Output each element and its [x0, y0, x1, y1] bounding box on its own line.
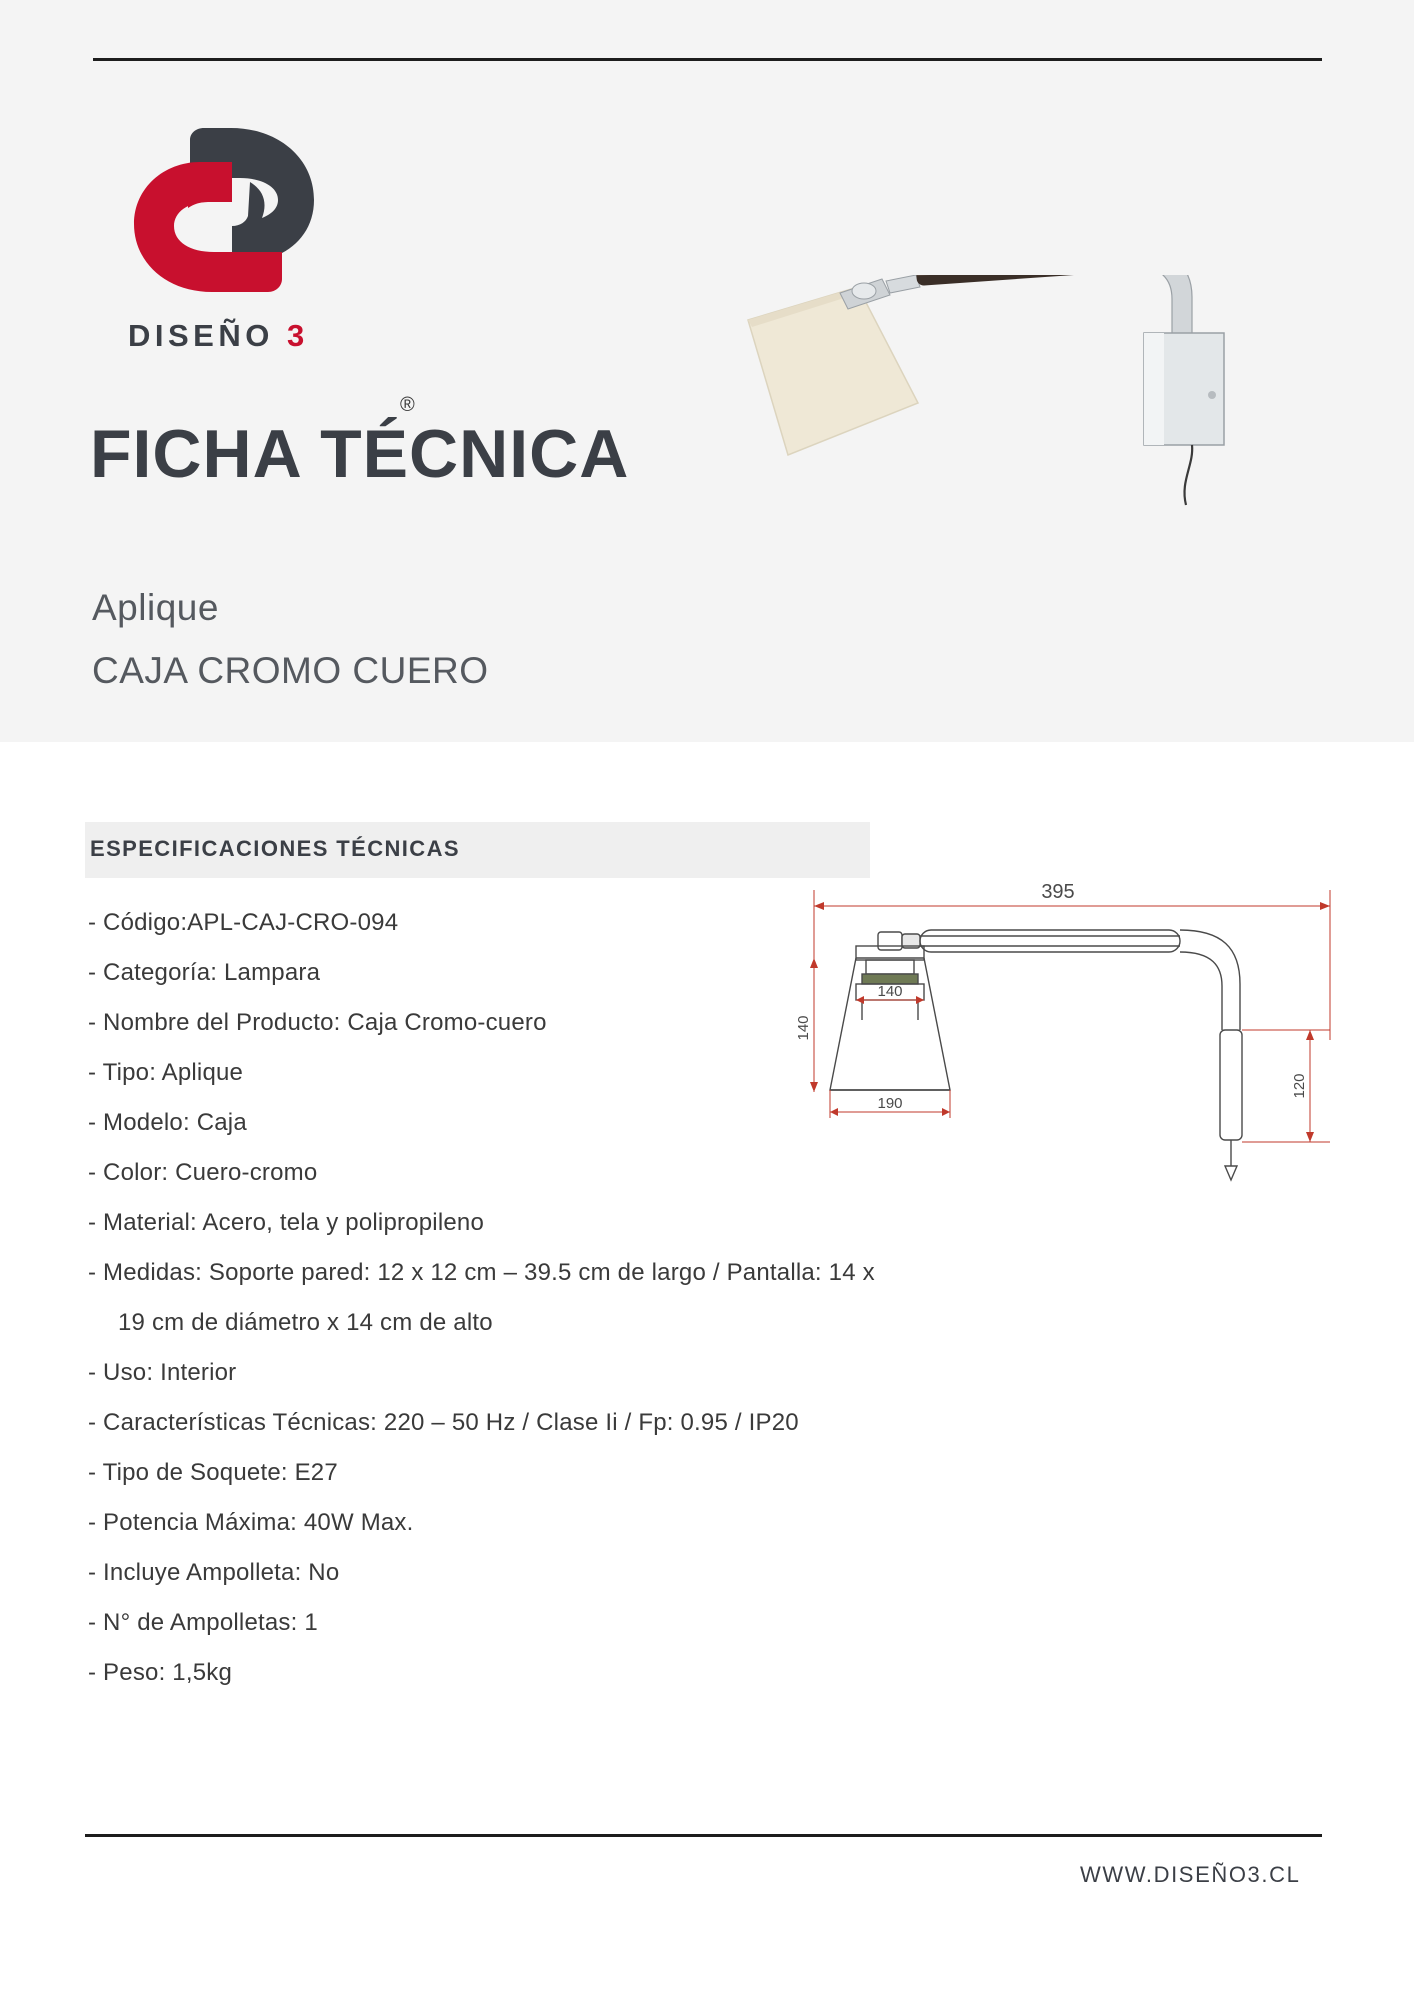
spec-item: - Características Técnicas: 220 – 50 Hz / Clase Ii / Fp: 0.95 / IP20 — [88, 1409, 799, 1436]
product-photo — [740, 275, 1350, 575]
spec-item: - Incluye Ampolleta: No — [88, 1559, 340, 1586]
header-divider — [93, 58, 1322, 61]
spec-item: - Tipo de Soquete: E27 — [88, 1459, 338, 1486]
spec-item: - Peso: 1,5kg — [88, 1659, 233, 1686]
brand-wordmark — [128, 318, 309, 354]
footer-website[interactable]: WWW.DISEÑO3.CL — [1080, 1862, 1301, 1887]
spec-item: - Medidas: Soporte pared: 12 x 12 cm – 39.5 cm de largo / Pantalla: 14 x 19 cm de diámetro x 14 cm de alto — [88, 1259, 882, 1336]
brand-logo — [128, 122, 415, 416]
technical-drawing — [770, 880, 1370, 1260]
brand-wordmark-number: 3 — [286, 318, 309, 353]
product-type: Aplique — [92, 587, 219, 628]
brand-wordmark-text: DISEÑO — [128, 318, 274, 353]
specs-section-title: ESPECIFICACIONES TÉCNICAS — [90, 836, 460, 861]
dim-box-height-label: 120 — [1291, 1073, 1308, 1099]
spec-item: - Material: Acero, tela y polipropileno — [88, 1209, 484, 1236]
spec-item: - Modelo: Caja — [88, 1109, 247, 1136]
dim-total-length-label: 395 — [1041, 881, 1075, 903]
spec-item: - Tipo: Aplique — [88, 1059, 244, 1086]
dim-shade-bottom-label: 190 — [877, 1095, 903, 1112]
spec-item: - Categoría: Lampara — [88, 959, 321, 986]
spec-item: - Uso: Interior — [88, 1359, 237, 1386]
dim-shade-height-label: 140 — [795, 1015, 812, 1041]
spec-item: - Código:APL-CAJ-CRO-094 — [88, 909, 399, 936]
dim-shade-top-label: 140 — [877, 983, 903, 1000]
spec-item: - Nombre del Producto: Caja Cromo-cuero — [88, 1009, 547, 1036]
logo-mark-icon — [128, 122, 318, 297]
spec-item: - Color: Cuero-cromo — [88, 1159, 318, 1186]
footer-divider — [85, 1834, 1322, 1837]
spec-item: - Potencia Máxima: 40W Max. — [88, 1509, 414, 1536]
product-name: CAJA CROMO CUERO — [92, 650, 489, 691]
page-title: FICHA TÉCNICA — [90, 416, 630, 492]
specs-section-header — [85, 822, 870, 878]
registered-mark-icon: ® — [400, 394, 415, 416]
spec-item: - N° de Ampolletas: 1 — [88, 1609, 318, 1636]
